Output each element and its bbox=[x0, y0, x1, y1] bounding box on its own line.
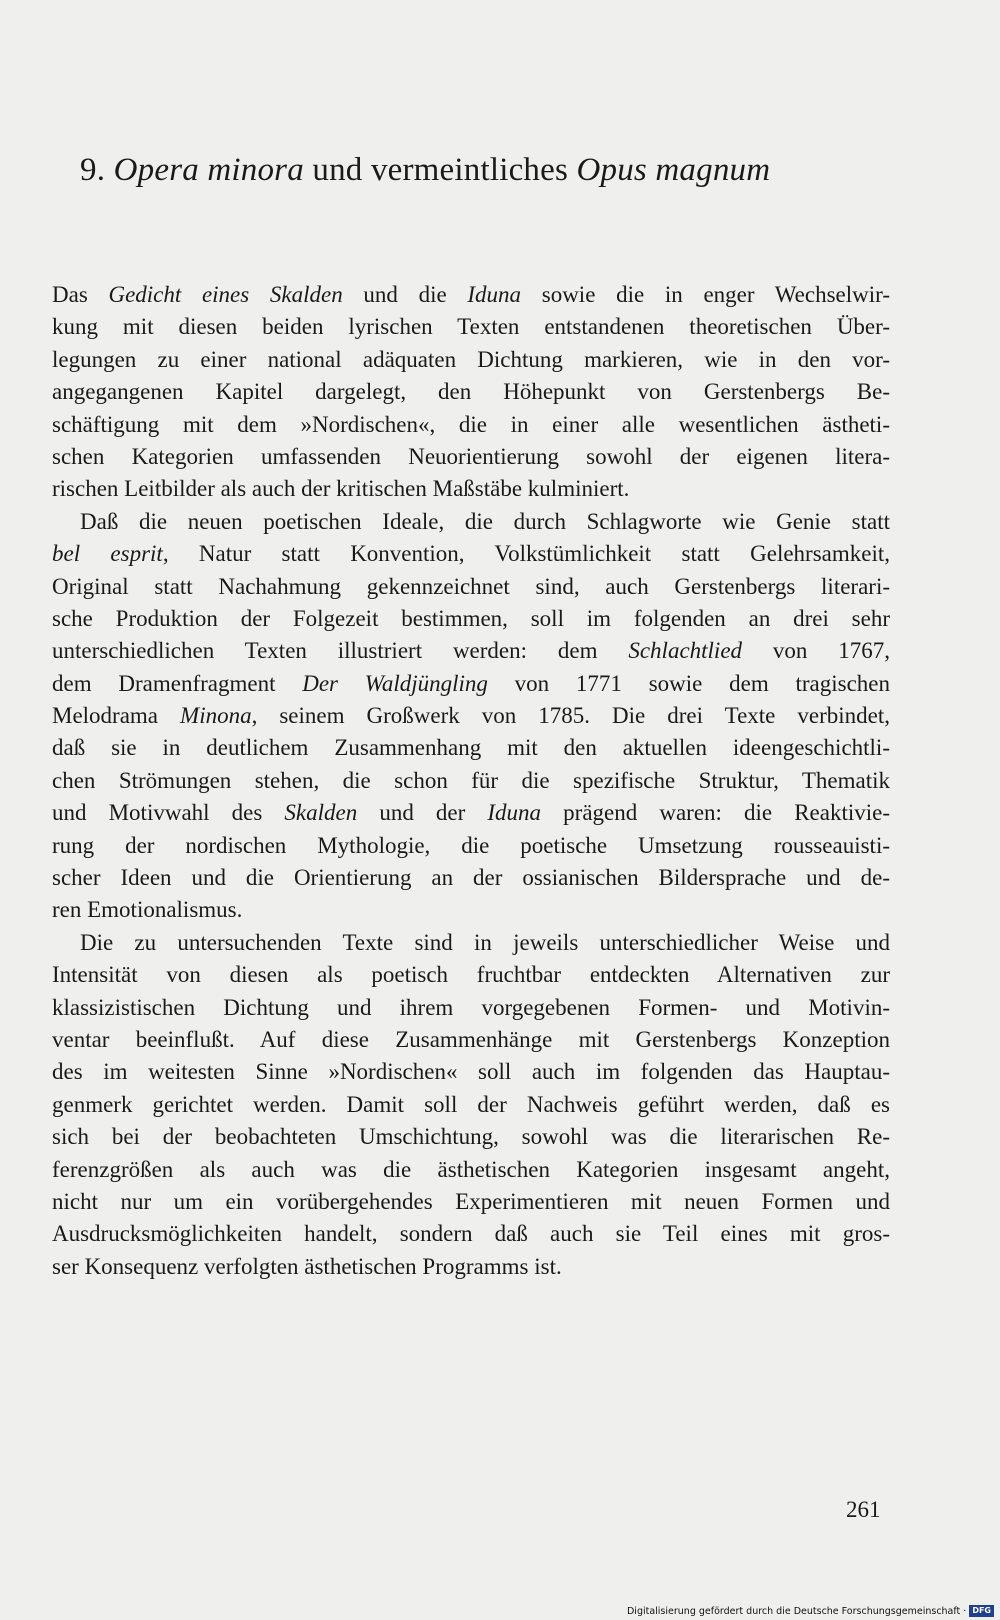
text-segment: Das bbox=[52, 282, 109, 307]
text-segment: und die bbox=[342, 282, 468, 307]
text-segment: kung mit diesen beiden lyrischen Texten entstandenen theoretischen Über- bbox=[52, 314, 890, 340]
text-segment: scher Ideen und die Orientierung an der ossianischen Bildersprache und de- bbox=[52, 865, 890, 891]
text-line bbox=[52, 797, 890, 829]
text-segment: angegangenen Kapitel dargelegt, den Höhepunkt von Gerstenbergs Be- bbox=[52, 379, 890, 405]
text-segment: rischen Leitbilder als auch der kritischen Maßstäbe kulminiert. bbox=[52, 476, 630, 502]
text-line bbox=[52, 473, 890, 505]
text-line bbox=[52, 409, 890, 441]
italic-segment: Skalden bbox=[284, 800, 358, 826]
text-segment: des im weitesten Sinne »Nordischen« soll auch im folgenden das Hauptau- bbox=[52, 1059, 890, 1085]
paragraph bbox=[52, 279, 890, 506]
italic-segment: Iduna bbox=[467, 282, 522, 307]
text-segment: legungen zu einer national adäquaten Dichtung markieren, wie in den vor- bbox=[52, 346, 890, 372]
paragraph bbox=[52, 506, 890, 927]
text-segment: nicht nur um ein vorübergehendes Experimentieren mit neuen Formen und bbox=[52, 1188, 890, 1214]
italic-segment: Schlachtlied bbox=[628, 638, 743, 664]
chapter-number: 9. bbox=[80, 152, 106, 188]
text-line bbox=[52, 441, 890, 473]
text-line bbox=[52, 538, 890, 570]
digitization-footer bbox=[627, 1605, 994, 1617]
body-text bbox=[52, 279, 890, 1283]
heading-italic-part-1: Opera minora bbox=[113, 152, 304, 188]
text-line bbox=[52, 992, 890, 1024]
text-segment: ventar beeinflußt. Auf diese Zusammenhänge mit Gerstenbergs Konzeption bbox=[52, 1026, 890, 1052]
text-segment: dem Dramenfragment bbox=[52, 670, 303, 696]
italic-segment: Minona bbox=[180, 703, 252, 729]
text-line bbox=[52, 1154, 890, 1186]
text-line bbox=[52, 862, 890, 894]
text-line bbox=[52, 376, 890, 408]
text-line bbox=[52, 765, 890, 797]
text-segment: sowie die in enger Wechselwir- bbox=[521, 282, 890, 307]
text-line bbox=[52, 1089, 890, 1121]
text-segment: daß sie in deutlichem Zusammenhang mit den aktuellen ideengeschichtli- bbox=[52, 735, 890, 761]
italic-segment: Der Waldjüngling bbox=[302, 670, 488, 696]
text-segment: von 1771 sowie dem tragischen bbox=[487, 670, 890, 696]
text-line bbox=[52, 894, 890, 926]
text-segment: und der bbox=[357, 800, 488, 826]
text-segment: Daß die neuen poetischen Ideale, die durch Schlagworte wie Genie statt bbox=[80, 508, 890, 534]
text-line bbox=[52, 668, 890, 700]
text-segment: Original statt Nachahmung gekennzeichnet sind, auch Gerstenbergs literari- bbox=[52, 573, 890, 599]
text-segment: ser Konsequenz verfolgten ästhetischen Programms ist. bbox=[52, 1253, 562, 1279]
text-segment: chen Strömungen stehen, die schon für die spezifische Struktur, Thematik bbox=[52, 767, 890, 793]
text-line bbox=[52, 1218, 890, 1250]
text-line bbox=[52, 959, 890, 991]
text-line bbox=[52, 732, 890, 764]
text-line bbox=[52, 927, 890, 959]
dfg-logo: DFG bbox=[969, 1605, 994, 1617]
text-segment: sich bei der beobachteten Umschichtung, sowohl was die literarischen Re- bbox=[52, 1124, 890, 1150]
text-segment: schen Kategorien umfassenden Neuorientierung sowohl der eigenen litera- bbox=[52, 443, 890, 469]
text-line bbox=[52, 635, 890, 667]
text-segment: von 1767, bbox=[742, 638, 890, 664]
text-segment: prägend waren: die Reaktivie- bbox=[541, 800, 890, 826]
text-segment: unterschiedlichen Texten illustriert werden: dem bbox=[52, 638, 629, 664]
text-line bbox=[52, 506, 890, 538]
text-line bbox=[52, 1056, 890, 1088]
text-line bbox=[52, 344, 890, 376]
text-segment: ren Emotionalismus. bbox=[52, 897, 243, 923]
text-segment: Die zu untersuchenden Texte sind in jeweils unterschiedlicher Weise und bbox=[80, 929, 890, 955]
heading-italic-part-2: Opus magnum bbox=[576, 152, 771, 188]
page-number: 261 bbox=[846, 1497, 881, 1522]
italic-segment: bel esprit bbox=[52, 541, 163, 567]
text-segment: und Motivwahl des bbox=[52, 800, 285, 826]
text-segment: ferenzgrößen als auch was die ästhetischen Kategorien insgesamt angeht, bbox=[52, 1156, 890, 1182]
italic-segment: Gedicht eines Skalden bbox=[108, 282, 343, 307]
text-line bbox=[52, 1024, 890, 1056]
text-line bbox=[52, 311, 890, 343]
text-line bbox=[52, 603, 890, 635]
text-segment: genmerk gerichtet werden. Damit soll der Nachweis geführt werden, daß es bbox=[52, 1091, 890, 1117]
text-line bbox=[52, 1121, 890, 1153]
text-line bbox=[52, 1186, 890, 1218]
text-line bbox=[52, 700, 890, 732]
text-segment: Intensität von diesen als poetisch fruchtbar entdeckten Alternativen zur bbox=[52, 962, 890, 988]
text-segment: schäftigung mit dem »Nordischen«, die in einer alle wesentlichen ästheti- bbox=[52, 411, 890, 437]
footer-text: Digitalisierung gefördert durch die Deutsche Forschungsgemeinschaft · bbox=[626, 1605, 967, 1617]
text-segment: klassizistischen Dichtung und ihrem vorgegebenen Formen- und Motivin- bbox=[52, 994, 890, 1020]
paragraph bbox=[52, 927, 890, 1283]
text-line bbox=[52, 571, 890, 603]
text-segment: Ausdrucksmöglichkeiten handelt, sondern daß auch sie Teil eines mit gros- bbox=[52, 1221, 890, 1247]
text-segment: Melodrama bbox=[52, 703, 181, 729]
italic-segment: Iduna bbox=[487, 800, 542, 826]
text-line bbox=[52, 279, 890, 311]
text-segment: sche Produktion der Folgezeit bestimmen, soll im folgenden an drei sehr bbox=[52, 605, 890, 631]
text-segment: , seinem Großwerk von 1785. Die drei Texte verbindet, bbox=[251, 703, 890, 729]
chapter-heading bbox=[80, 152, 940, 189]
text-segment: , Natur statt Konvention, Volkstümlichkeit statt Gelehrsamkeit, bbox=[162, 541, 890, 567]
text-segment: rung der nordischen Mythologie, die poetische Umsetzung rousseauisti- bbox=[52, 832, 890, 858]
text-line bbox=[52, 1251, 890, 1283]
heading-roman-part: und vermeintliches bbox=[312, 152, 569, 188]
text-line bbox=[52, 830, 890, 862]
